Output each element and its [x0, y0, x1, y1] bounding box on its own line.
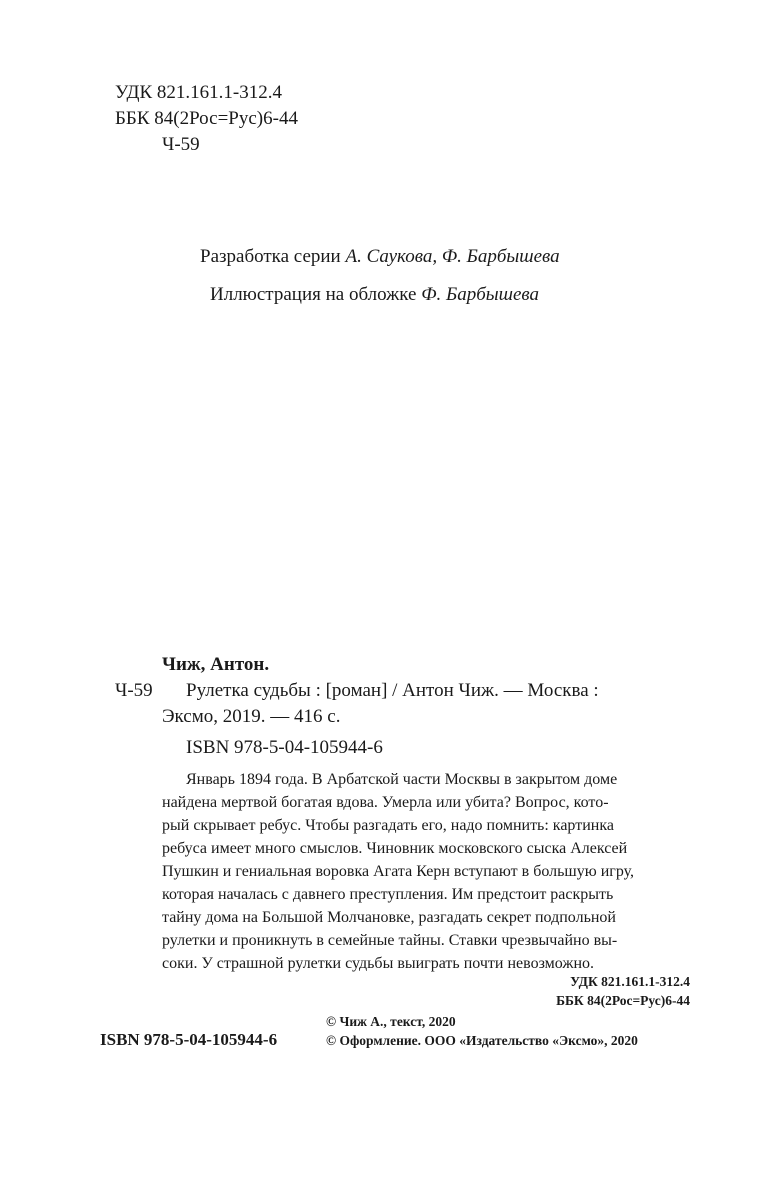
series-credit-authors: А. Саукова, Ф. Барбышева	[345, 246, 560, 267]
bbk-code: ББК 84(2Рос=Рус)6-44	[115, 108, 298, 129]
design-copyright: © Оформление. ООО «Издательство «Эксмо», 2020	[326, 1033, 638, 1048]
series-credit	[200, 246, 560, 268]
cover-credit	[210, 284, 539, 306]
annotation-line: Январь 1894 года. В Арбатской части Москвы в закрытом доме	[186, 771, 618, 788]
bib-isbn: ISBN 978-5-04-105944-6	[186, 737, 383, 758]
annotation-line: рый скрывает ребус. Чтобы разгадать его, надо помнить: картинка	[162, 817, 614, 834]
annotation-line: рулетки и проникнуть в семейные тайны. Ставки чрезвычайно вы-	[162, 932, 618, 949]
author-mark: Ч-59	[162, 134, 200, 155]
annotation-line: которая началась с давнего преступления. Им предстоит раскрыть	[162, 886, 614, 903]
copyright-isbn: ISBN 978-5-04-105944-6	[100, 1030, 278, 1049]
annotation-line: найдена мертвой богатая вдова. Умерла или убита? Вопрос, кото-	[162, 794, 609, 811]
udk-code: УДК 821.161.1-312.4	[115, 82, 282, 103]
annotation-line: тайну дома на Большой Молчановке, разгадать секрет подпольной	[162, 909, 616, 926]
annotation	[162, 768, 692, 975]
annotation-line: соки. У страшной рулетки судьбы выиграть почти невозможно.	[162, 955, 595, 972]
cover-credit-prefix: Иллюстрация на обложке	[210, 284, 422, 305]
bib-author: Чиж, Антон.	[162, 654, 270, 675]
bib-author-mark: Ч-59	[115, 680, 153, 701]
text-copyright: © Чиж А., текст, 2020	[326, 1014, 456, 1029]
annotation-line: ребуса имеет много смыслов. Чиновник московского сыска Алексей	[162, 840, 628, 857]
cover-credit-author: Ф. Барбышева	[421, 284, 540, 305]
bib-line-1: Рулетка судьбы : [роман] / Антон Чиж. — Москва :	[186, 680, 599, 701]
annotation-line: Пушкин и гениальная воровка Агата Керн вступают в большую игру,	[162, 863, 635, 880]
series-credit-prefix: Разработка серии	[200, 246, 346, 267]
bbk-code-small: ББК 84(2Рос=Рус)6-44	[556, 993, 690, 1008]
udk-code-small: УДК 821.161.1-312.4	[570, 974, 690, 989]
bib-line-2: Эксмо, 2019. — 416 с.	[162, 706, 341, 727]
